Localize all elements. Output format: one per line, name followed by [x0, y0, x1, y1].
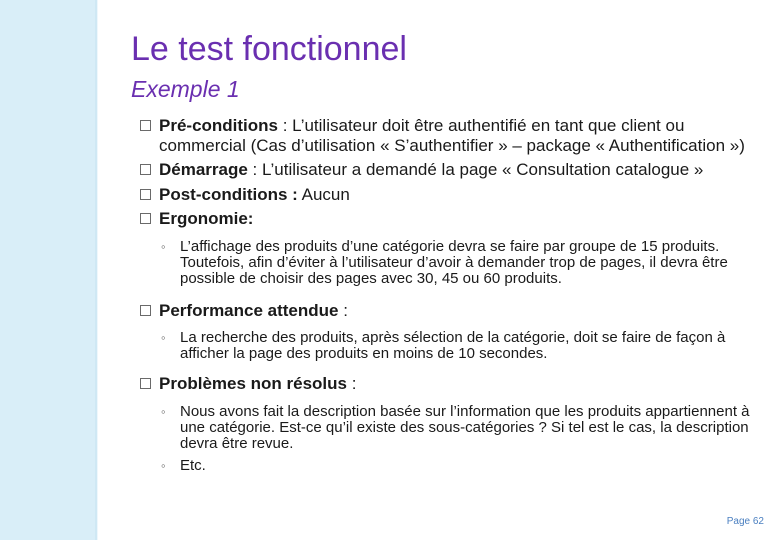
ring-bullet-icon: ◦ [161, 238, 166, 254]
bullet-text: : [347, 374, 357, 393]
bullet-label: Problèmes non résolus [159, 374, 347, 393]
sub-item-text: La recherche des produits, après sélection de la catégorie, doit se faire de façon à afficher la page des produits en moins de 10 secondes. [180, 329, 726, 362]
bullet-label: Ergonomie: [159, 209, 254, 228]
square-bullet-icon [140, 189, 151, 200]
square-bullet-icon [140, 164, 151, 175]
bullet-label: Post-conditions : [159, 184, 298, 204]
sub-item-ergonomie [140, 239, 760, 287]
bullet-postconditions [140, 185, 760, 205]
bullet-label: Démarrage [159, 160, 248, 179]
bullet-text: : L’utilisateur doit être authentifié en tant que client ou commercial (Cas d’utilisation « S’authentifier » – package « Authentification ») [159, 116, 745, 155]
bullet-problemes [140, 374, 760, 394]
ring-bullet-icon: ◦ [161, 330, 166, 345]
bullet-text: : [338, 300, 348, 320]
bullet-ergonomie [140, 209, 760, 229]
sidebar-panel [0, 0, 98, 540]
bullet-label: Pré-conditions [159, 116, 279, 135]
square-bullet-icon [140, 120, 151, 131]
slide-title: Le test fonctionnel [131, 30, 407, 68]
sub-item-text: L’affichage des produits d’une catégorie devra se faire par groupe de 15 produits. Toutefois, afin d’éviter à l’utilisateur d’avoir à demander trop de pages, il devra être possible de choisir des pages avec 30, 45 ou 60 produits. [180, 237, 728, 287]
sidebar-divider [95, 0, 97, 540]
sub-item-text: Nous avons fait la description basée sur l’information que les produits appartiennent à une catégorie. Est-ce qu’il existe des sous-catégories ? Si tel est le cas, la description devra être revue. [180, 402, 750, 452]
bullet-preconditions [140, 116, 760, 155]
sub-item-text: Etc. [180, 456, 206, 474]
square-bullet-icon [140, 305, 151, 316]
slide-subtitle: Exemple 1 [131, 76, 240, 102]
ring-bullet-icon: ◦ [161, 457, 166, 473]
square-bullet-icon [140, 213, 151, 224]
bullet-label: Performance attendue [159, 300, 339, 320]
ring-bullet-icon: ◦ [161, 403, 166, 419]
sub-item-problemes-1 [140, 404, 760, 452]
bullet-text: Aucun [297, 184, 350, 204]
page-number: Page 62 [726, 516, 764, 527]
slide-content [140, 116, 760, 474]
sub-item-problemes-2 [140, 458, 760, 474]
bullet-performance [140, 301, 760, 321]
sub-item-performance [140, 330, 760, 362]
bullet-text: : L’utilisateur a demandé la page « Consultation catalogue » [247, 160, 704, 179]
square-bullet-icon [140, 378, 151, 389]
bullet-demarrage [140, 160, 760, 180]
